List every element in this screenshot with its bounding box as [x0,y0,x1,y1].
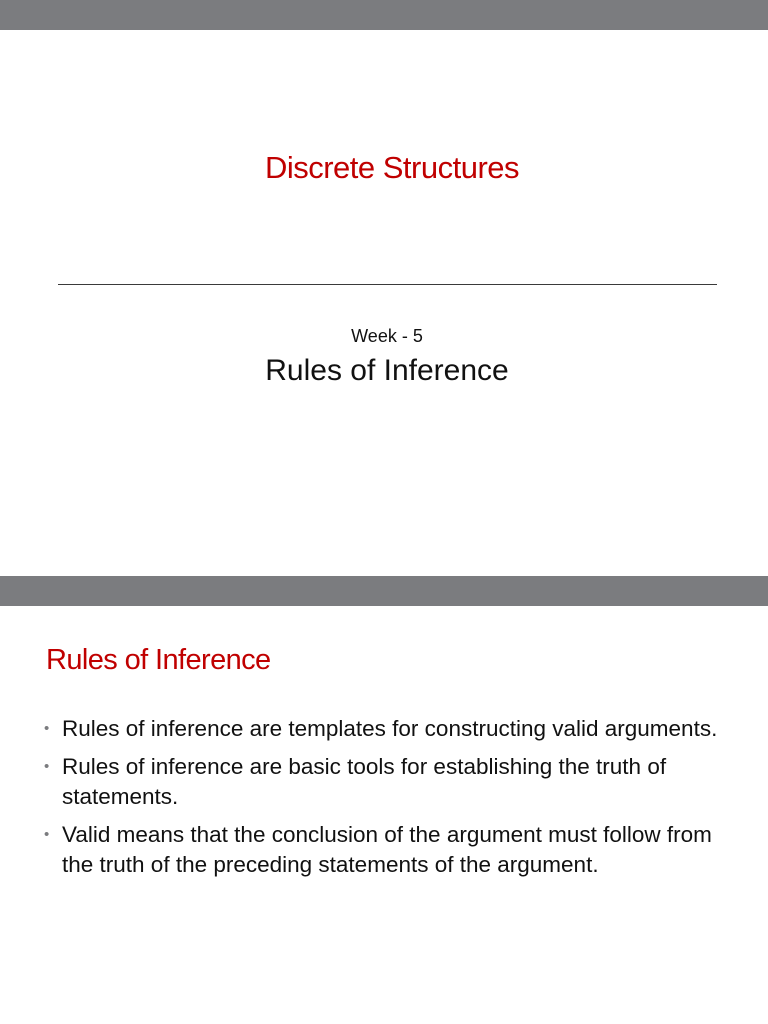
bullet-icon: • [44,720,50,737]
bullet-text: Rules of inference are templates for constructing valid arguments. [62,716,718,741]
slide-title: Discrete Structures [264,150,520,185]
bullet-icon: • [44,757,50,775]
bullet-text: Valid means that the conclusion of the argument must follow from the truth of the preceding statements of the argument. [62,821,712,877]
bullet-item [44,714,734,745]
bullet-text: Rules of inference are basic tools for establishing the truth of statements. [62,753,667,809]
bullet-item [44,820,734,881]
bullet-item [44,752,734,813]
bullet-icon: • [44,825,50,843]
title-divider [58,284,717,285]
slide-separator-band [0,576,768,606]
slide-subtitle: Rules of Inference [265,354,509,387]
slide-header-band [0,0,768,30]
section-heading: Rules of Inference [46,644,271,676]
bullet-list [44,714,734,888]
week-label: Week - 5 [351,326,423,346]
